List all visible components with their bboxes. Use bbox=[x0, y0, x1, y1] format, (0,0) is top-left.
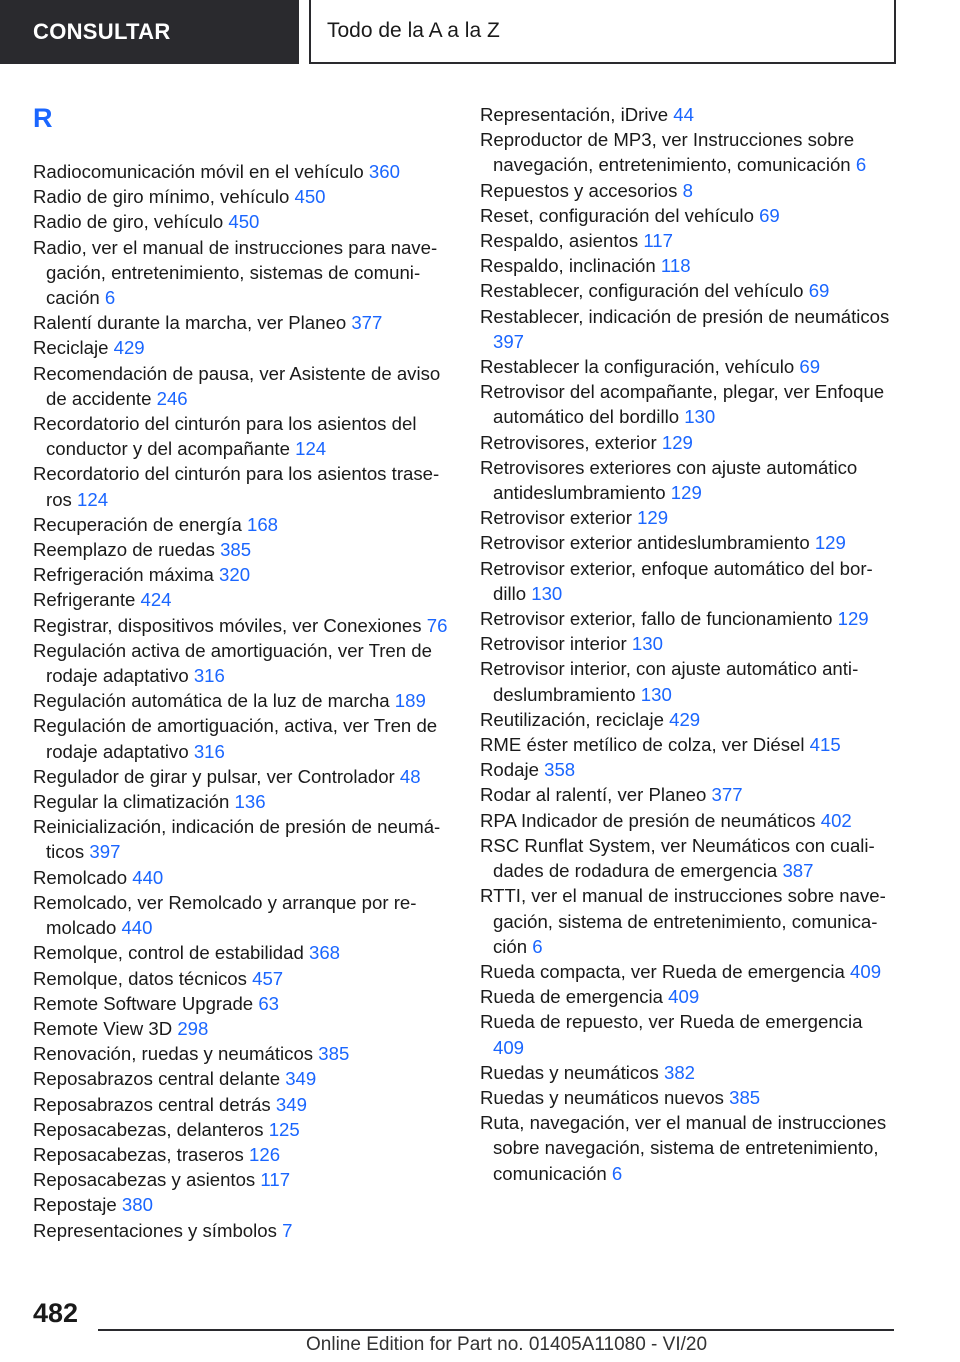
index-entry bbox=[480, 959, 898, 984]
index-entry-text: Retrovisor interior, con ajuste automático antideslumbramiento bbox=[480, 658, 859, 705]
index-entry bbox=[33, 1218, 451, 1243]
page-reference-link[interactable]: 6 bbox=[611, 1162, 623, 1184]
index-entry-text: Regulación activa de amortiguación, ver Tren de rodaje adaptativo bbox=[33, 639, 432, 687]
index-entry-text: Refrigerante bbox=[33, 589, 136, 611]
index-entry bbox=[33, 209, 451, 234]
page-reference-link[interactable]: 189 bbox=[394, 690, 426, 712]
index-entry-text: Repuestos y accesorios bbox=[480, 179, 678, 201]
page-reference-link[interactable]: 124 bbox=[295, 438, 327, 460]
page-reference-link[interactable]: 130 bbox=[631, 633, 663, 655]
index-entry bbox=[33, 562, 451, 587]
index-entry-text: Reinicialización, indicación de presión de neumáticos bbox=[33, 816, 441, 863]
page-reference-link[interactable]: 320 bbox=[219, 564, 251, 586]
page-reference-link[interactable]: 124 bbox=[77, 488, 109, 510]
index-entry-text: Reemplazo de ruedas bbox=[33, 539, 215, 561]
page-reference-link[interactable]: 246 bbox=[156, 387, 188, 409]
chapter-title: Todo de la A a la Z bbox=[327, 19, 500, 42]
index-entry-text: Reproductor de MP3, ver Instrucciones sobre navegación, entretenimiento, comunicación bbox=[480, 129, 855, 176]
index-entry-text: Regulación de amortiguación, activa, ver Tren de rodaje adaptativo bbox=[33, 715, 438, 762]
index-entry bbox=[480, 656, 898, 706]
index-entry bbox=[33, 310, 451, 335]
index-entry bbox=[480, 782, 898, 807]
page-reference-link[interactable]: 316 bbox=[193, 665, 225, 687]
index-letter-heading: R bbox=[33, 103, 53, 133]
index-entry bbox=[480, 1110, 898, 1186]
index-entry bbox=[33, 1016, 451, 1041]
index-column-left bbox=[33, 159, 451, 1243]
index-entry-text: Reposacabezas, delanteros bbox=[33, 1118, 264, 1140]
page-reference-link[interactable]: 6 bbox=[104, 287, 116, 309]
page-reference-link[interactable]: 44 bbox=[673, 104, 694, 125]
index-entry-text: Radio de giro, vehículo bbox=[33, 211, 224, 233]
index-entry bbox=[33, 335, 451, 360]
index-entry-text: Regular la climatización bbox=[33, 791, 230, 813]
index-entry-text: Retrovisor del acompañante, plegar, ver Enfoque automático del bordillo bbox=[480, 381, 885, 428]
index-entry-text: Restablecer la configuración, vehículo bbox=[480, 356, 795, 378]
index-entry bbox=[33, 1092, 451, 1117]
index-entry-text: Rodaje bbox=[480, 759, 539, 781]
page-reference-link[interactable]: 457 bbox=[252, 967, 284, 989]
index-entry-text: Retrovisor interior bbox=[480, 633, 627, 655]
page-reference-link[interactable]: 429 bbox=[669, 708, 701, 730]
page-reference-link[interactable]: 63 bbox=[258, 992, 279, 1014]
page-reference-link[interactable]: 117 bbox=[260, 1169, 291, 1191]
index-entry-text: Restablecer, configuración del vehículo bbox=[480, 280, 804, 302]
footer-divider bbox=[98, 1329, 894, 1331]
index-entry-text: Ruedas y neumáticos bbox=[480, 1061, 659, 1083]
page-reference-link[interactable]: 380 bbox=[121, 1194, 153, 1216]
page-reference-link[interactable]: 129 bbox=[837, 608, 869, 630]
index-entry-text: Remolcado bbox=[33, 866, 128, 888]
index-entry bbox=[33, 991, 451, 1016]
index-entry-text: Remolcado, ver Remolcado y arranque por remolcado bbox=[33, 891, 417, 939]
page-reference-link[interactable]: 129 bbox=[670, 482, 702, 504]
index-entry-text: Rodar al ralentí, ver Planeo bbox=[480, 784, 707, 806]
page-reference-link[interactable]: 48 bbox=[399, 765, 421, 787]
page-reference-link[interactable]: 424 bbox=[140, 589, 172, 611]
index-entry-text: Retrovisores, exterior bbox=[480, 431, 657, 453]
index-entry bbox=[33, 713, 451, 763]
page-reference-link[interactable]: 349 bbox=[285, 1068, 317, 1090]
index-entry bbox=[480, 606, 898, 631]
index-entry bbox=[33, 789, 451, 814]
page-reference-link[interactable]: 429 bbox=[113, 337, 145, 359]
section-label: CONSULTAR bbox=[33, 19, 171, 44]
index-entry bbox=[480, 455, 898, 505]
index-entry-text: Restablecer, indicación de presión de neumáticos bbox=[480, 305, 890, 327]
index-entry-text: Representación, iDrive bbox=[480, 104, 669, 125]
index-entry bbox=[480, 354, 898, 379]
index-entry bbox=[480, 1085, 898, 1110]
index-entry-text: Retrovisores exteriores con ajuste automático antideslumbramiento bbox=[480, 456, 858, 504]
index-entry bbox=[33, 512, 451, 537]
index-entry bbox=[480, 631, 898, 656]
page-reference-link[interactable]: 130 bbox=[640, 683, 672, 705]
page-reference-link[interactable]: 130 bbox=[531, 582, 563, 604]
page-reference-link[interactable]: 130 bbox=[684, 406, 716, 428]
index-entry-text: Rueda de repuesto, ver Rueda de emergencia bbox=[480, 1011, 863, 1033]
index-entry-text: Rueda compacta, ver Rueda de emergencia bbox=[480, 960, 845, 982]
page-reference-link[interactable]: 69 bbox=[808, 280, 830, 302]
page-reference-link[interactable]: 129 bbox=[637, 507, 669, 529]
index-entry bbox=[33, 1117, 451, 1142]
page-reference-link[interactable]: 450 bbox=[228, 211, 260, 233]
page-reference-link[interactable]: 358 bbox=[544, 759, 576, 781]
page-reference-link[interactable]: 368 bbox=[308, 942, 341, 964]
index-entry bbox=[480, 1060, 898, 1085]
index-entry bbox=[33, 235, 451, 311]
page-reference-link[interactable]: 126 bbox=[249, 1143, 281, 1165]
page-reference-link[interactable]: 387 bbox=[782, 860, 814, 882]
index-entry bbox=[480, 732, 898, 757]
index-entry bbox=[33, 966, 451, 991]
page-reference-link[interactable]: 76 bbox=[426, 614, 448, 636]
index-entry-text: Retrovisor exterior antideslumbramiento bbox=[480, 532, 810, 554]
edition-note: Online Edition for Part no. 01405A11080 - VI/20 bbox=[306, 1334, 708, 1355]
index-entry bbox=[480, 1009, 898, 1059]
chapter-header bbox=[309, 0, 896, 64]
index-entry-text: Registrar, dispositivos móviles, ver Conexiones bbox=[33, 614, 422, 636]
index-entry bbox=[33, 587, 451, 612]
page-reference-link[interactable]: 377 bbox=[351, 312, 383, 334]
index-entry-text: Ruedas y neumáticos nuevos bbox=[480, 1086, 724, 1108]
index-entry bbox=[480, 102, 898, 127]
index-entry bbox=[33, 764, 451, 789]
index-entry bbox=[33, 411, 451, 461]
index-entry-text: Reutilización, reciclaje bbox=[480, 708, 664, 730]
index-entry bbox=[33, 940, 451, 965]
page-reference-link[interactable]: 397 bbox=[493, 330, 525, 352]
page-reference-link[interactable]: 397 bbox=[89, 841, 121, 863]
index-entry-text: Remolque, control de estabilidad bbox=[33, 942, 304, 964]
index-entry bbox=[33, 688, 451, 713]
index-entry-text: Recomendación de pausa, ver Asistente de aviso de accidente bbox=[33, 362, 441, 409]
index-entry bbox=[480, 757, 898, 782]
index-entry-text: RSC Runflat System, ver Neumáticos con cualidades de rodadura de emergencia bbox=[480, 834, 875, 882]
page-reference-link[interactable]: 125 bbox=[268, 1118, 300, 1140]
page-reference-link[interactable]: 377 bbox=[711, 784, 743, 806]
index-entry bbox=[480, 379, 898, 429]
index-entry-text: Reset, configuración del vehículo bbox=[480, 204, 754, 226]
index-entry bbox=[33, 865, 451, 890]
index-entry bbox=[480, 883, 898, 959]
page-reference-link[interactable]: 385 bbox=[318, 1043, 350, 1065]
index-entry bbox=[33, 184, 451, 209]
page-reference-link[interactable]: 385 bbox=[729, 1086, 761, 1108]
index-entry bbox=[480, 707, 898, 732]
index-entry-text: Ralentí durante la marcha, ver Planeo bbox=[33, 312, 347, 334]
page-reference-link[interactable]: 129 bbox=[661, 431, 693, 453]
index-entry-text: Regulador de girar y pulsar, ver Controlador bbox=[33, 765, 395, 787]
index-entry bbox=[480, 253, 898, 278]
index-entry bbox=[480, 228, 898, 253]
index-entry-text: RME éster metílico de colza, ver Diésel bbox=[480, 734, 805, 756]
index-entry-text: Radio, ver el manual de instrucciones para navegación, entretenimiento, sistemas de comunicación bbox=[33, 236, 438, 309]
index-entry-text: Representaciones y símbolos bbox=[33, 1219, 277, 1241]
index-entry bbox=[33, 461, 451, 511]
index-entry bbox=[33, 1041, 451, 1066]
index-entry bbox=[480, 178, 898, 203]
index-entry bbox=[480, 556, 898, 606]
index-entry bbox=[480, 278, 898, 303]
page-reference-link[interactable]: 440 bbox=[121, 917, 153, 939]
page-reference-link[interactable]: 129 bbox=[814, 532, 846, 554]
index-entry bbox=[33, 1192, 451, 1217]
index-entry-text: Ruta, navegación, ver el manual de instrucciones sobre navegación, sistema de entretenimiento, comunicación bbox=[480, 1112, 887, 1184]
index-entry-text: Retrovisor exterior, fallo de funcionamiento bbox=[480, 608, 833, 630]
index-entry-text: Renovación, ruedas y neumáticos bbox=[33, 1043, 314, 1065]
index-entry bbox=[480, 304, 898, 354]
page-number: 482 bbox=[33, 1298, 79, 1328]
page-reference-link[interactable]: 385 bbox=[220, 539, 252, 561]
index-entry bbox=[33, 613, 451, 638]
page-reference-link[interactable]: 136 bbox=[234, 791, 266, 813]
page-reference-link[interactable]: 7 bbox=[282, 1219, 293, 1241]
index-entry bbox=[33, 361, 451, 411]
index-entry bbox=[33, 537, 451, 562]
index-entry bbox=[33, 638, 451, 688]
page-reference-link[interactable]: 6 bbox=[532, 935, 543, 957]
page-reference-link[interactable]: 8 bbox=[682, 179, 693, 201]
index-entry-text: Refrigeración máxima bbox=[33, 564, 214, 586]
page-reference-link[interactable]: 409 bbox=[668, 986, 700, 1008]
page-reference-link[interactable]: 409 bbox=[850, 960, 882, 982]
page-reference-link[interactable]: 6 bbox=[855, 154, 867, 176]
index-entry-text: Reposacabezas, traseros bbox=[33, 1143, 244, 1165]
page-reference-link[interactable]: 450 bbox=[294, 186, 326, 208]
index-entry bbox=[33, 1066, 451, 1091]
index-entry-text: Regulación automática de la luz de marcha bbox=[33, 690, 390, 712]
index-entry bbox=[33, 159, 451, 184]
index-entry-text: Remote Software Upgrade bbox=[33, 992, 254, 1014]
index-entry-text: Remote View 3D bbox=[33, 1017, 173, 1039]
index-entry-text: Recordatorio del cinturón para los asientos traseros bbox=[33, 463, 440, 510]
index-entry bbox=[480, 984, 898, 1009]
page-reference-link[interactable]: 440 bbox=[132, 866, 164, 888]
page-reference-link[interactable]: 382 bbox=[663, 1061, 696, 1083]
index-entry-text: Retrovisor exterior, enfoque automático del bordillo bbox=[480, 557, 873, 604]
page-reference-link[interactable]: 316 bbox=[193, 740, 225, 762]
index-entry bbox=[480, 203, 898, 228]
index-entry bbox=[33, 814, 451, 864]
page-reference-link[interactable]: 117 bbox=[643, 230, 673, 252]
index-entry-text: Reciclaje bbox=[33, 337, 109, 359]
index-entry bbox=[480, 808, 898, 833]
page-reference-link[interactable]: 298 bbox=[177, 1017, 209, 1039]
index-entry-text: Recuperación de energía bbox=[33, 513, 242, 535]
index-entry-text: Remolque, datos técnicos bbox=[33, 967, 247, 989]
index-entry-text: Retrovisor exterior bbox=[480, 507, 632, 529]
page-reference-link[interactable]: 415 bbox=[809, 734, 841, 756]
page-reference-link[interactable]: 409 bbox=[493, 1036, 525, 1058]
index-entry-text: Radio de giro mínimo, vehículo bbox=[33, 186, 290, 208]
page-reference-link[interactable]: 69 bbox=[799, 356, 821, 378]
index-entry bbox=[480, 430, 898, 455]
page-reference-link[interactable]: 349 bbox=[275, 1093, 307, 1115]
index-entry bbox=[33, 890, 451, 940]
index-column-right bbox=[480, 102, 898, 1186]
index-entry bbox=[480, 530, 898, 555]
index-entry-text: Reposacabezas y asientos bbox=[33, 1169, 256, 1191]
index-entry-text: Radiocomunicación móvil en el vehículo bbox=[33, 161, 364, 182]
index-entry bbox=[480, 127, 898, 177]
page-reference-link[interactable]: 402 bbox=[820, 809, 852, 831]
index-entry bbox=[33, 1142, 451, 1167]
section-tab bbox=[0, 0, 299, 64]
index-entry bbox=[33, 1167, 451, 1192]
index-entry-text: Repostaje bbox=[33, 1194, 117, 1216]
index-entry bbox=[480, 833, 898, 883]
index-entry-text: Reposabrazos central detrás bbox=[33, 1093, 271, 1115]
index-entry-text: Respaldo, inclinación bbox=[480, 255, 656, 277]
page-reference-link[interactable]: 360 bbox=[368, 161, 400, 182]
index-entry-text: RTTI, ver el manual de instrucciones sobre navegación, sistema de entretenimiento, comunicación bbox=[480, 885, 886, 957]
index-entry-text: Rueda de emergencia bbox=[480, 986, 663, 1008]
index-entry-text: Reposabrazos central delante bbox=[33, 1068, 281, 1090]
index-entry-text: Respaldo, asientos bbox=[480, 230, 639, 252]
page-reference-link[interactable]: 168 bbox=[246, 513, 279, 535]
index-entry bbox=[480, 505, 898, 530]
page-reference-link[interactable]: 118 bbox=[660, 255, 691, 277]
page-reference-link[interactable]: 69 bbox=[759, 204, 780, 226]
index-entry-text: Recordatorio del cinturón para los asientos del conductor y del acompañante bbox=[33, 413, 417, 460]
index-entry-text: RPA Indicador de presión de neumáticos bbox=[480, 809, 816, 831]
